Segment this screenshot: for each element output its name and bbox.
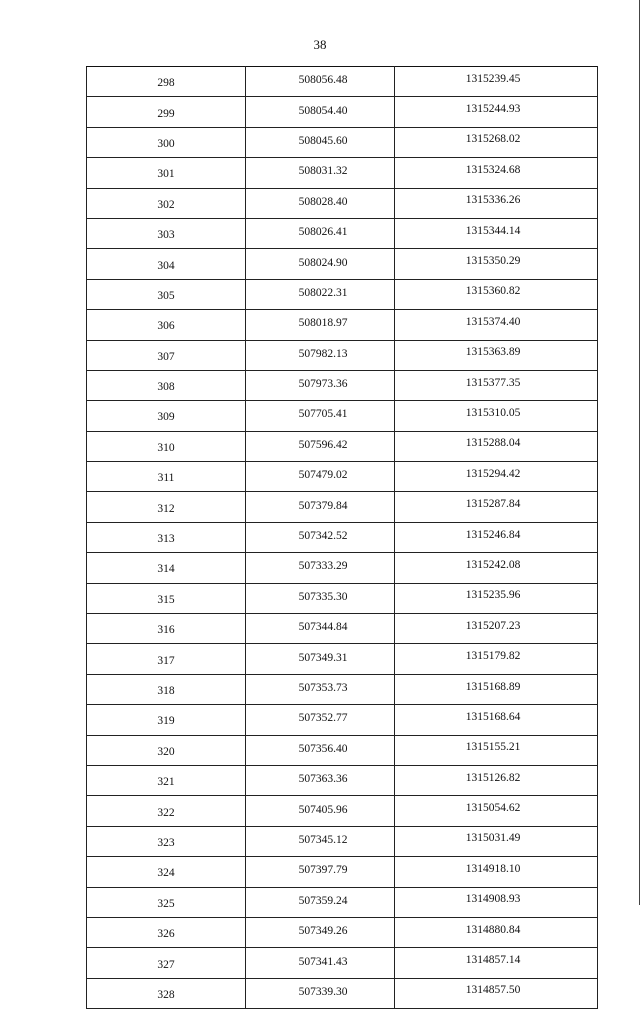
point-id-cell: 320	[87, 735, 246, 765]
table-row	[87, 917, 598, 947]
x-coordinate-cell: 507359.24	[246, 887, 395, 917]
point-id-cell: 324	[87, 857, 246, 887]
point-id-cell: 317	[87, 644, 246, 674]
x-coordinate-cell: 507363.36	[246, 765, 395, 795]
point-id-cell: 325	[87, 887, 246, 917]
y-coordinate-cell: 1315235.96	[395, 583, 598, 613]
y-coordinate-cell: 1314857.14	[395, 948, 598, 978]
table-row	[87, 735, 598, 765]
point-id-cell: 323	[87, 826, 246, 856]
table-row	[87, 674, 598, 704]
x-coordinate-cell: 507339.30	[246, 978, 395, 1008]
table-row	[87, 553, 598, 583]
y-coordinate-cell: 1315336.26	[395, 188, 598, 218]
x-coordinate-cell: 507353.73	[246, 674, 395, 704]
x-coordinate-cell: 507344.84	[246, 614, 395, 644]
table-row	[87, 796, 598, 826]
x-coordinate-cell: 507345.12	[246, 826, 395, 856]
table-row	[87, 644, 598, 674]
point-id-cell: 322	[87, 796, 246, 826]
table-row	[87, 492, 598, 522]
table-row	[87, 97, 598, 127]
x-coordinate-cell: 508026.41	[246, 218, 395, 248]
x-coordinate-cell: 507973.36	[246, 370, 395, 400]
point-id-cell: 311	[87, 462, 246, 492]
point-id-cell: 318	[87, 674, 246, 704]
y-coordinate-cell: 1315294.42	[395, 462, 598, 492]
y-coordinate-cell: 1315310.05	[395, 401, 598, 431]
point-id-cell: 319	[87, 705, 246, 735]
table-row	[87, 948, 598, 978]
x-coordinate-cell: 508028.40	[246, 188, 395, 218]
point-id-cell: 310	[87, 431, 246, 461]
point-id-cell: 315	[87, 583, 246, 613]
point-id-cell: 328	[87, 978, 246, 1008]
x-coordinate-cell: 508054.40	[246, 97, 395, 127]
table-row	[87, 158, 598, 188]
y-coordinate-cell: 1315324.68	[395, 158, 598, 188]
table-row	[87, 340, 598, 370]
table-row	[87, 583, 598, 613]
y-coordinate-cell: 1315374.40	[395, 310, 598, 340]
y-coordinate-cell: 1315126.82	[395, 765, 598, 795]
table-row	[87, 857, 598, 887]
page-number: 38	[313, 37, 327, 52]
y-coordinate-cell: 1315363.89	[395, 340, 598, 370]
table-row	[87, 279, 598, 309]
y-coordinate-cell: 1314857.50	[395, 978, 598, 1008]
point-id-cell: 301	[87, 158, 246, 188]
y-coordinate-cell: 1315288.04	[395, 431, 598, 461]
table-row	[87, 462, 598, 492]
x-coordinate-cell: 507479.02	[246, 462, 395, 492]
x-coordinate-cell: 508024.90	[246, 249, 395, 279]
x-coordinate-cell: 508056.48	[246, 67, 395, 97]
point-id-cell: 303	[87, 218, 246, 248]
point-id-cell: 313	[87, 522, 246, 552]
point-id-cell: 309	[87, 401, 246, 431]
table-row	[87, 67, 598, 97]
table-row	[87, 188, 598, 218]
y-coordinate-cell: 1315168.89	[395, 674, 598, 704]
x-coordinate-cell: 507596.42	[246, 431, 395, 461]
x-coordinate-cell: 507705.41	[246, 401, 395, 431]
y-coordinate-cell: 1315287.84	[395, 492, 598, 522]
table-row	[87, 431, 598, 461]
table-row	[87, 127, 598, 157]
x-coordinate-cell: 508045.60	[246, 127, 395, 157]
x-coordinate-cell: 507352.77	[246, 705, 395, 735]
y-coordinate-cell: 1315377.35	[395, 370, 598, 400]
y-coordinate-cell: 1315242.08	[395, 553, 598, 583]
table-row	[87, 522, 598, 552]
coordinate-table-body	[87, 67, 598, 1009]
table-row	[87, 370, 598, 400]
point-id-cell: 302	[87, 188, 246, 218]
table-row	[87, 765, 598, 795]
y-coordinate-cell: 1315031.49	[395, 826, 598, 856]
point-id-cell: 316	[87, 614, 246, 644]
y-coordinate-cell: 1315344.14	[395, 218, 598, 248]
x-coordinate-cell: 508031.32	[246, 158, 395, 188]
x-coordinate-cell: 507356.40	[246, 735, 395, 765]
point-id-cell: 300	[87, 127, 246, 157]
table-row	[87, 978, 598, 1008]
table-row	[87, 826, 598, 856]
point-id-cell: 326	[87, 917, 246, 947]
point-id-cell: 298	[87, 67, 246, 97]
y-coordinate-cell: 1315244.93	[395, 97, 598, 127]
point-id-cell: 314	[87, 553, 246, 583]
x-coordinate-cell: 507342.52	[246, 522, 395, 552]
point-id-cell: 312	[87, 492, 246, 522]
x-coordinate-cell: 507397.79	[246, 857, 395, 887]
y-coordinate-cell: 1314908.93	[395, 887, 598, 917]
point-id-cell: 305	[87, 279, 246, 309]
x-coordinate-cell: 507333.29	[246, 553, 395, 583]
table-row	[87, 887, 598, 917]
y-coordinate-cell: 1315054.62	[395, 796, 598, 826]
y-coordinate-cell: 1315239.45	[395, 67, 598, 97]
y-coordinate-cell: 1315168.64	[395, 705, 598, 735]
y-coordinate-cell: 1315207.23	[395, 614, 598, 644]
point-id-cell: 307	[87, 340, 246, 370]
coordinate-table	[86, 66, 598, 1009]
table-row	[87, 401, 598, 431]
y-coordinate-cell: 1314918.10	[395, 857, 598, 887]
point-id-cell: 327	[87, 948, 246, 978]
table-row	[87, 614, 598, 644]
table-row	[87, 310, 598, 340]
y-coordinate-cell: 1315155.21	[395, 735, 598, 765]
point-id-cell: 299	[87, 97, 246, 127]
table-row	[87, 218, 598, 248]
x-coordinate-cell: 507349.31	[246, 644, 395, 674]
y-coordinate-cell: 1315268.02	[395, 127, 598, 157]
y-coordinate-cell: 1315350.29	[395, 249, 598, 279]
point-id-cell: 304	[87, 249, 246, 279]
y-coordinate-cell: 1315246.84	[395, 522, 598, 552]
table-row	[87, 249, 598, 279]
x-coordinate-cell: 507335.30	[246, 583, 395, 613]
point-id-cell: 306	[87, 310, 246, 340]
x-coordinate-cell: 507405.96	[246, 796, 395, 826]
x-coordinate-cell: 507341.43	[246, 948, 395, 978]
x-coordinate-cell: 508022.31	[246, 279, 395, 309]
x-coordinate-cell: 508018.97	[246, 310, 395, 340]
y-coordinate-cell: 1315179.82	[395, 644, 598, 674]
x-coordinate-cell: 507379.84	[246, 492, 395, 522]
y-coordinate-cell: 1315360.82	[395, 279, 598, 309]
y-coordinate-cell: 1314880.84	[395, 917, 598, 947]
x-coordinate-cell: 507982.13	[246, 340, 395, 370]
x-coordinate-cell: 507349.26	[246, 917, 395, 947]
point-id-cell: 308	[87, 370, 246, 400]
point-id-cell: 321	[87, 765, 246, 795]
table-row	[87, 705, 598, 735]
